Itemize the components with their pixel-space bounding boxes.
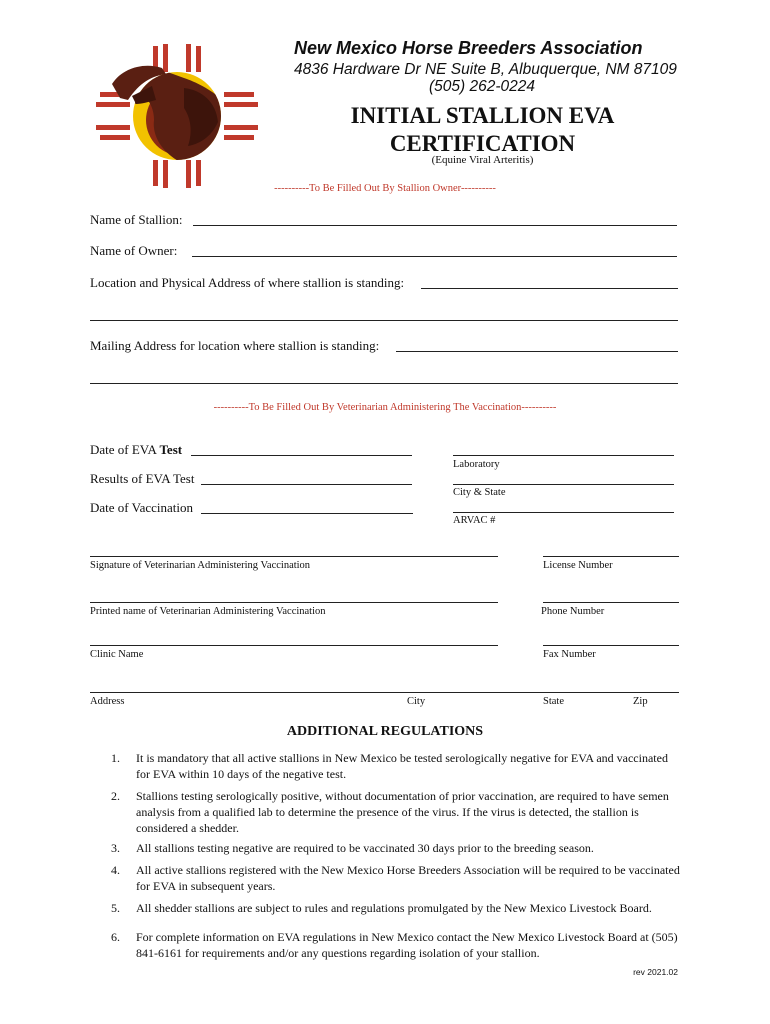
regulation-number: 4.: [111, 863, 120, 877]
regulation-number: 1.: [111, 751, 120, 765]
date-of-vaccination-label: Date of Vaccination: [90, 500, 193, 515]
city-state-label: City & State: [453, 487, 506, 498]
date-of-vaccination-field[interactable]: [201, 513, 413, 514]
revision-label: rev 2021.02: [633, 967, 678, 977]
name-of-stallion-label: Name of Stallion:: [90, 212, 183, 227]
form-subtitle: (Equine Viral Arteritis): [431, 154, 534, 166]
form-title-line2: CERTIFICATION: [389, 131, 576, 156]
regulation-item: [111, 862, 691, 894]
clinic-name-field[interactable]: [90, 645, 498, 646]
mailing-address-field-line2[interactable]: [90, 383, 678, 384]
regulation-text: Stallions testing serologically positive, without documentation of prior vaccination, are required to have semen analysis from a qualified lab to determine the presence of the virus. If the virus is detected, the stallion is considered a shedder.: [136, 789, 669, 835]
clinic-name-label: Clinic Name: [90, 649, 144, 660]
city-state-field[interactable]: [453, 484, 674, 485]
city-label: City: [407, 696, 426, 707]
regulation-number: 5.: [111, 901, 120, 915]
regulation-text: For complete information on EVA regulations in New Mexico contact the New Mexico Livestock Board at (505) 841-6161 for requirements and/or any questions regarding isolation of your stallion.: [136, 930, 678, 960]
date-eva-test-field[interactable]: [191, 455, 412, 456]
zia-horse-logo-icon: [92, 40, 262, 190]
organization-name: New Mexico Horse Breeders Association: [294, 38, 643, 58]
regulations-title: ADDITIONAL REGULATIONS: [286, 724, 484, 739]
form-title: [290, 102, 675, 158]
phone-number-field[interactable]: [543, 602, 679, 603]
regulation-text: It is mandatory that all active stallions in New Mexico be tested serologically negative for EVA and vaccinated for EVA within 10 days of the negative test.: [136, 751, 668, 781]
name-of-stallion-field[interactable]: [193, 225, 677, 226]
regulation-text: All shedder stallions are subject to rules and regulations promulgated by the New Mexico Livestock Board.: [136, 901, 652, 915]
organization-phone: (505) 262-0224: [429, 78, 535, 95]
arvac-label: ARVAC #: [453, 515, 496, 526]
printed-name-label: Printed name of Veterinarian Administering Vaccination: [90, 606, 326, 617]
mailing-address-label: Mailing Address for location where stallion is standing:: [90, 338, 380, 353]
date-eva-test-label: [90, 442, 182, 458]
mailing-address-field[interactable]: [396, 351, 678, 352]
results-eva-test-label: Results of EVA Test: [90, 471, 195, 486]
results-eva-test-field[interactable]: [201, 484, 412, 485]
regulation-item: [111, 929, 691, 961]
signature-field[interactable]: [90, 556, 498, 557]
location-address-field[interactable]: [421, 288, 678, 289]
signature-label: Signature of Veterinarian Administering Vaccination: [90, 560, 311, 571]
license-number-label: License Number: [543, 560, 613, 571]
regulation-item: [111, 788, 691, 836]
fax-number-field[interactable]: [543, 645, 679, 646]
regulation-number: 3.: [111, 841, 120, 855]
printed-name-field[interactable]: [90, 602, 498, 603]
arvac-field[interactable]: [453, 512, 674, 513]
location-address-label: Location and Physical Address of where stallion is standing:: [90, 275, 405, 290]
nmhba-logo: [92, 40, 262, 190]
regulation-number: 6.: [111, 930, 120, 944]
address-label: Address: [90, 696, 125, 707]
address-field[interactable]: [90, 692, 679, 693]
location-address-field-line2[interactable]: [90, 320, 678, 321]
laboratory-field[interactable]: [453, 455, 674, 456]
zip-label: Zip: [633, 696, 648, 707]
regulation-item: [111, 750, 691, 782]
date-eva-test-prefix: Date of EVA: [90, 442, 160, 457]
date-eva-test-bold: Test: [159, 442, 183, 457]
fax-number-label: Fax Number: [543, 649, 596, 660]
regulation-text: All active stallions registered with the New Mexico Horse Breeders Association will be required to be vaccinated for EVA in subsequent years.: [136, 863, 680, 893]
regulation-number: 2.: [111, 789, 120, 803]
vet-section-heading: ----------To Be Filled Out By Veterinarian Administering The Vaccination----------: [213, 402, 557, 413]
state-label: State: [543, 696, 564, 707]
name-of-owner-label: Name of Owner:: [90, 243, 178, 258]
regulation-item: [111, 900, 691, 916]
form-title-line1: INITIAL STALLION EVA: [350, 103, 615, 128]
name-of-owner-field[interactable]: [192, 256, 677, 257]
phone-number-label: Phone Number: [541, 606, 605, 617]
regulation-text: All stallions testing negative are required to be vaccinated 30 days prior to the breeding season.: [136, 841, 594, 855]
regulation-item: [111, 840, 691, 856]
organization-address: 4836 Hardware Dr NE Suite B, Albuquerque, NM 87109: [294, 61, 677, 78]
license-number-field[interactable]: [543, 556, 679, 557]
owner-section-heading: ----------To Be Filled Out By Stallion Owner----------: [274, 183, 496, 194]
laboratory-label: Laboratory: [453, 459, 500, 470]
